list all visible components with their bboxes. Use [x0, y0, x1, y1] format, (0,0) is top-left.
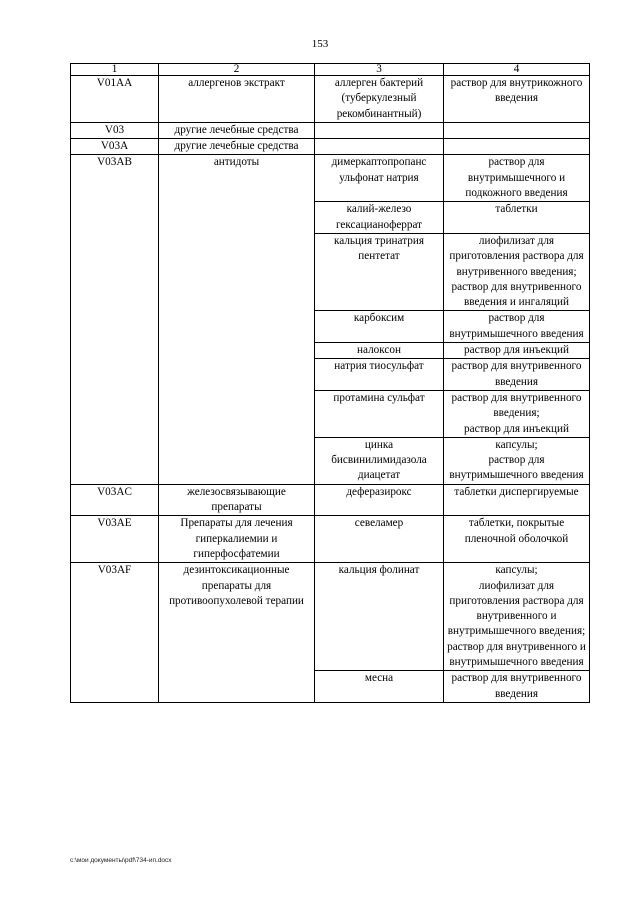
form-cell: раствор для внутрикожного введения: [444, 76, 590, 123]
atc-code-cell: V03AB: [71, 155, 159, 484]
form-cell: [444, 139, 590, 155]
form-cell: лиофилизат для приготовления раствора для внутривенного введения; раствор для внутривенного введения и ингаляций: [444, 233, 590, 310]
form-cell: таблетки, покрытые пленочной оболочкой: [444, 516, 590, 563]
atc-code-cell: V03AE: [71, 516, 159, 563]
drug-cell: месна: [315, 671, 444, 703]
drug-cell: карбоксим: [315, 311, 444, 343]
table-row: [71, 122, 590, 138]
drug-cell: цинка бисвинилимидазола диацетат: [315, 437, 444, 484]
atc-code-cell: V03A: [71, 139, 159, 155]
table-row: [71, 155, 590, 202]
form-cell: раствор для внутримышечного введения: [444, 311, 590, 343]
atc-code-cell: V03AC: [71, 484, 159, 516]
drug-cell: налоксон: [315, 343, 444, 359]
file-path-footer: c:\мои документы\pdf\734-ип.docx: [70, 857, 172, 864]
drug-cell: кальция тринатрия пентетат: [315, 233, 444, 310]
header-cell: 2: [159, 64, 315, 76]
table-row: [71, 563, 590, 671]
drug-cell: калий-железо гексацианоферрат: [315, 202, 444, 234]
header-cell: 3: [315, 64, 444, 76]
drug-cell: натрия тиосульфат: [315, 359, 444, 391]
form-cell: раствор для внутривенного введения; раствор для инъекций: [444, 390, 590, 437]
drug-cell: [315, 139, 444, 155]
table-row: [71, 484, 590, 516]
group-cell: другие лечебные средства: [159, 122, 315, 138]
drug-cell: севеламер: [315, 516, 444, 563]
group-cell: Препараты для лечения гиперкалиемии и гиперфосфатемии: [159, 516, 315, 563]
form-cell: [444, 122, 590, 138]
group-cell: антидоты: [159, 155, 315, 484]
form-cell: капсулы; раствор для внутримышечного введения: [444, 437, 590, 484]
table-header-row: [71, 64, 590, 76]
form-cell: раствор для внутримышечного и подкожного введения: [444, 155, 590, 202]
medication-table: [70, 63, 590, 703]
atc-code-cell: V03AF: [71, 563, 159, 703]
form-cell: таблетки: [444, 202, 590, 234]
group-cell: дезинтоксикационные препараты для противоопухолевой терапии: [159, 563, 315, 703]
table-row: [71, 76, 590, 123]
group-cell: аллергенов экстракт: [159, 76, 315, 123]
table-row: [71, 516, 590, 563]
group-cell: другие лечебные средства: [159, 139, 315, 155]
atc-code-cell: V03: [71, 122, 159, 138]
drug-cell: протамина сульфат: [315, 390, 444, 437]
header-cell: 4: [444, 64, 590, 76]
drug-cell: аллерген бактерий (туберкулезный рекомбинантный): [315, 76, 444, 123]
form-cell: раствор для внутривенного введения: [444, 359, 590, 391]
form-cell: раствор для внутривенного введения: [444, 671, 590, 703]
drug-cell: кальция фолинат: [315, 563, 444, 671]
table-row: [71, 139, 590, 155]
form-cell: таблетки диспергируемые: [444, 484, 590, 516]
atc-code-cell: V01AA: [71, 76, 159, 123]
group-cell: железосвязывающие препараты: [159, 484, 315, 516]
header-cell: 1: [71, 64, 159, 76]
page-number: 153: [311, 38, 329, 50]
drug-cell: димеркаптопропанс ульфонат натрия: [315, 155, 444, 202]
form-cell: раствор для инъекций: [444, 343, 590, 359]
form-cell: капсулы; лиофилизат для приготовления раствора для внутривенного и внутримышечного введения; раствор для внутривенного и внутримышечного введения: [444, 563, 590, 671]
drug-cell: деферазирокс: [315, 484, 444, 516]
drug-cell: [315, 122, 444, 138]
